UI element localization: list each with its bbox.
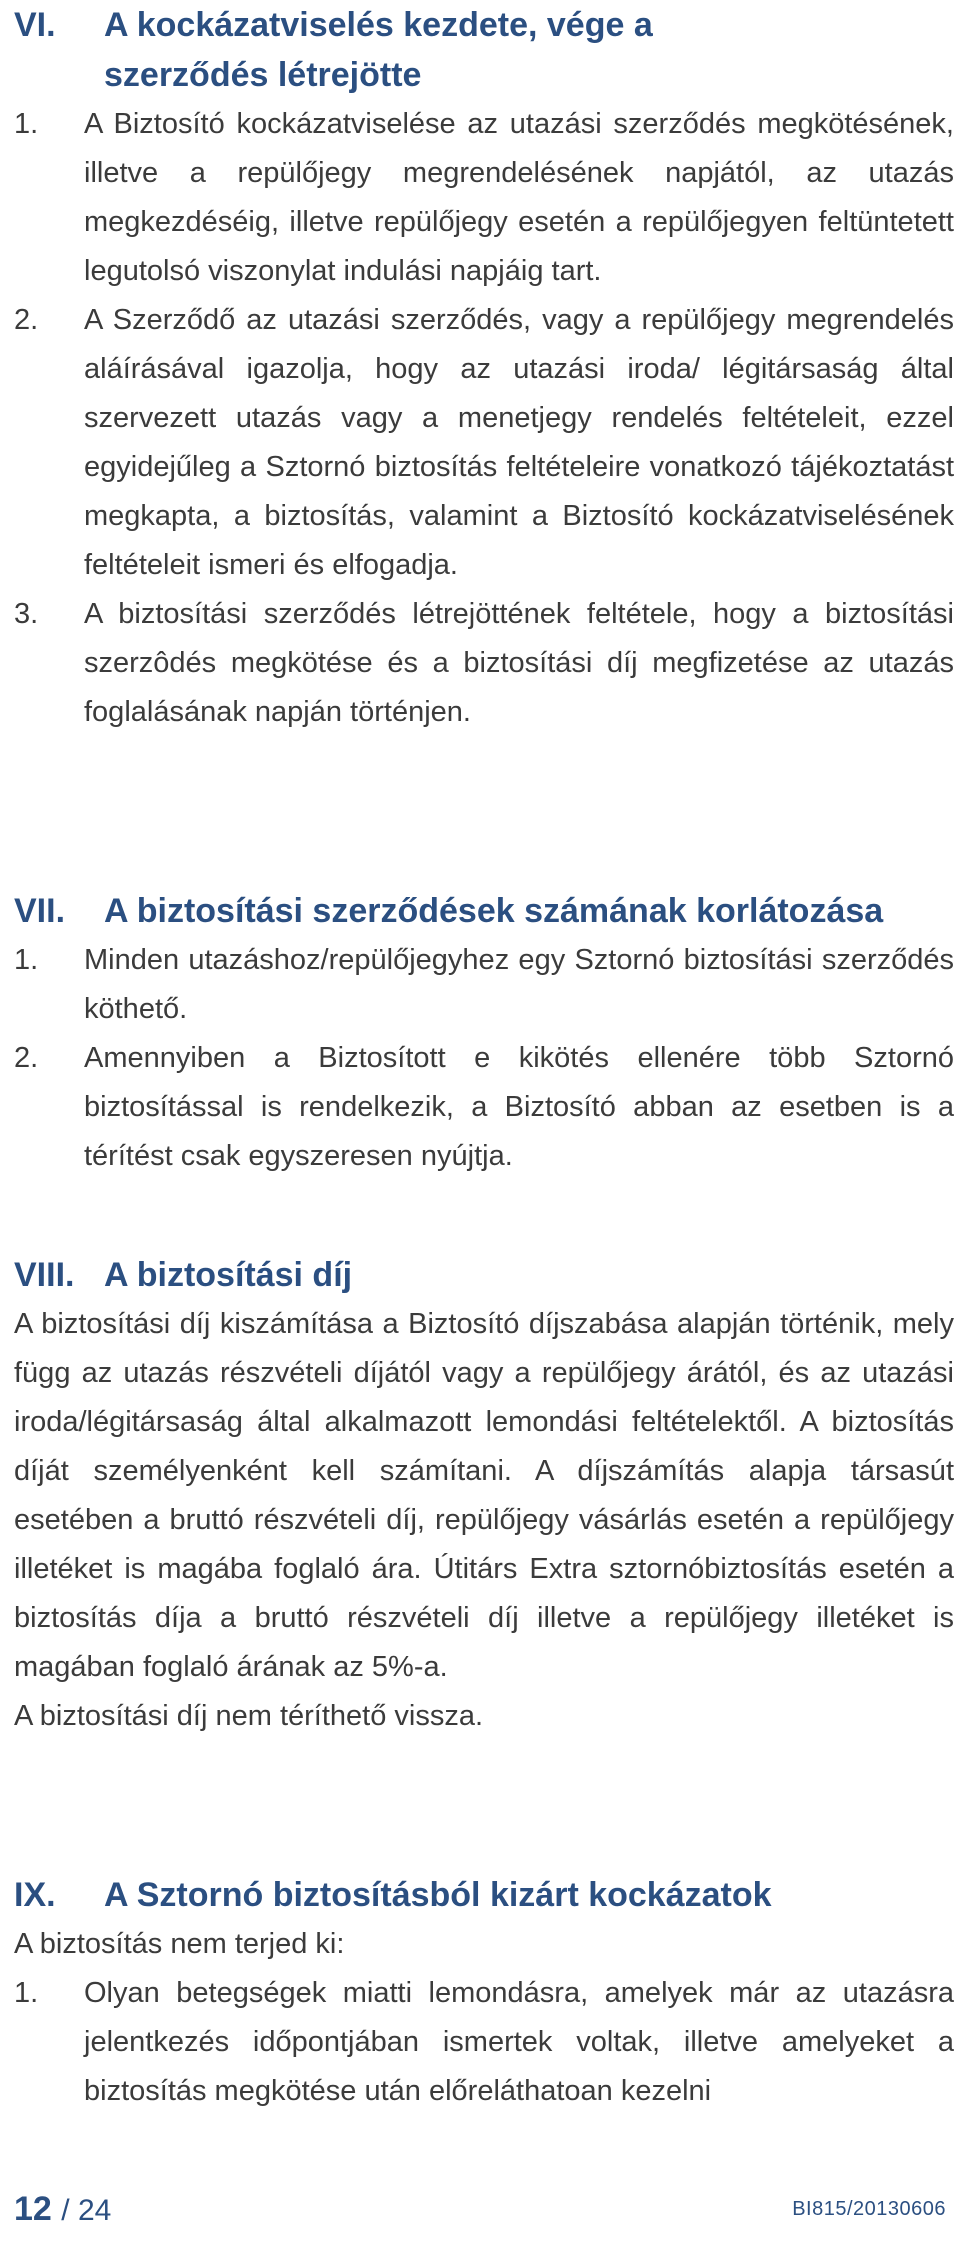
section-intro: A biztosítás nem terjed ki: [14, 1928, 345, 1960]
item-text: Olyan betegségek miatti lemondásra, amelyek már az utazásra jelentkezés időpontjában ismertek voltak, illetve amelyeket a biztosítás megkötése után előreláthatoan kezelni [84, 1977, 954, 2107]
section-number: VII. [14, 892, 66, 930]
section-title: A Sztornó biztosításból kizárt kockázatok [104, 1876, 772, 1914]
section-heading [14, 886, 954, 936]
item-text: A Szerződő az utazási szerződés, vagy a repülőjegy megrendelés aláírásával igazolja, hogy az utazási iroda/ légitársaság által szervezett utazás vagy a menetjegy rendelés feltételeit, ezzel egyidejűleg a Sztornó biztosítás feltételeire vonatkozó tájékoztatást megkapta, a biztosítás, valamint a Biztosító kockázatviselésének feltételeit ismeri és elfogadja. [84, 304, 954, 581]
section-number: IX. [14, 1876, 56, 1914]
section-viii [14, 1250, 954, 1741]
section-heading [14, 1870, 954, 1920]
item-number: 2. [14, 304, 39, 336]
section-title: A biztosítási díj [104, 1256, 353, 1294]
item-text: A Biztosító kockázatviselése az utazási szerződés megkötésének, illetve a repülőjegy megrendelésének napjától, az utazás megkezdéséig, illetve repülőjegy esetén a repülőjegyen feltüntetett legutolsó viszonylat indulási napjáig tart. [84, 108, 954, 287]
section-title: A biztosítási szerződések számának korlátozása [104, 892, 884, 930]
list-item [14, 590, 954, 737]
paragraph: A biztosítási díj nem téríthető vissza. [14, 1700, 484, 1732]
item-text: Amennyiben a Biztosított e kikötés ellenére több Sztornó biztosítással is rendelkezik, a Biztosító abban az esetben is a térítést csak egyszeresen nyújtja. [84, 1042, 954, 1172]
section-vi [14, 0, 954, 737]
section-heading [14, 0, 954, 100]
item-number: 3. [14, 598, 39, 630]
paragraph: A biztosítási díj kiszámítása a Biztosító díjszabása alapján történik, mely függ az utazás részvételi díjától vagy a repülőjegy árától, és az utazási iroda/légitársaság által alkalmazott lemondási feltételektől. A biztosítás díját személyenként kell számítani. A díjszámítás alapja társasút esetében a bruttó részvételi díj, repülőjegy vásárlás esetén a repülőjegy illetéket is magába foglaló ára. Útitárs Extra sztornóbiztosítás esetén a biztosítás díja a bruttó részvételi díj illetve a repülőjegy illetéket is magában foglaló árának az 5%-a. [14, 1308, 954, 1683]
item-text: Minden utazáshoz/repülőjegyhez egy Sztornó biztosítási szerződés köthető. [84, 944, 954, 1025]
list-item [14, 1034, 954, 1181]
section-ix [14, 1870, 954, 2116]
section-number: VI. [14, 6, 56, 44]
item-number: 1. [14, 108, 39, 140]
current-page: 12 [14, 2190, 52, 2228]
item-number: 1. [14, 1977, 39, 2009]
page-footer [14, 2190, 946, 2230]
list-item [14, 100, 954, 296]
section-title: A kockázatviselés kezdete, vége a szerződés létrejötte [104, 6, 653, 94]
item-number: 2. [14, 1042, 39, 1074]
section-heading [14, 1250, 954, 1300]
item-text: A biztosítási szerződés létrejöttének feltétele, hogy a biztosítási szerzôdés megkötése és a biztosítási díj megfizetése az utazás foglalásának napján történjen. [84, 598, 954, 728]
document-reference: BI815/20130606 [792, 2198, 946, 2220]
list-item [14, 296, 954, 590]
section-vii [14, 886, 954, 1181]
list-item [14, 1969, 954, 2116]
list-item [14, 936, 954, 1034]
page-number [14, 2190, 111, 2229]
item-number: 1. [14, 944, 39, 976]
total-pages: / 24 [61, 2194, 112, 2227]
section-number: VIII. [14, 1256, 75, 1294]
